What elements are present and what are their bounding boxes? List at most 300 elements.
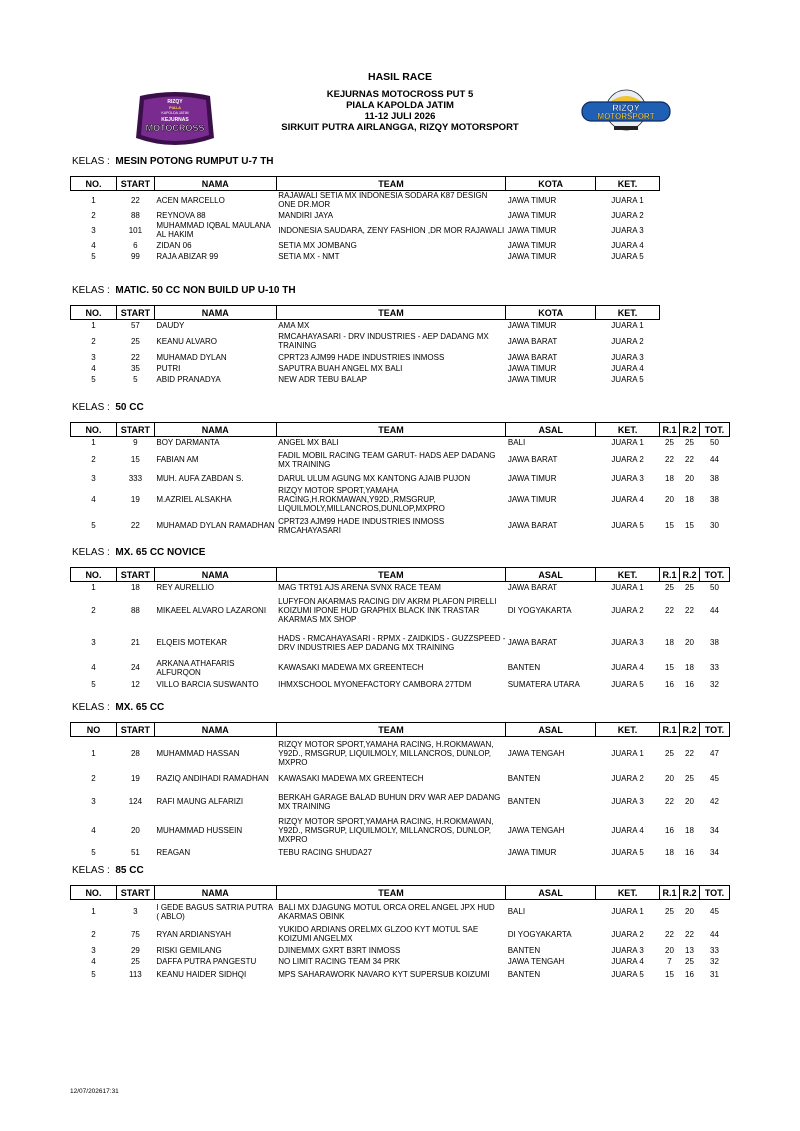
cell-ket: JUARA 2 <box>611 774 644 783</box>
cell-no: 4 <box>91 495 96 504</box>
cell-r2: 22 <box>685 748 694 758</box>
col-header: KET. <box>596 177 660 191</box>
col-header: NAMA <box>154 568 276 582</box>
table-row <box>71 331 660 352</box>
logo-right-text2: MOTORSPORT <box>597 112 655 121</box>
cell-start: 18 <box>130 582 140 592</box>
cell-start: 35 <box>130 363 140 373</box>
cell-tot: 47 <box>710 748 719 758</box>
cell-tot: 44 <box>710 606 719 615</box>
cell-start: 88 <box>130 210 140 220</box>
cell-nama: REAGAN <box>156 848 191 857</box>
cell-asal: BANTEN <box>507 663 541 672</box>
cell-asal: BANTEN <box>507 945 541 955</box>
cell-r1: 16 <box>665 826 674 835</box>
cell-r1: 25 <box>665 437 674 447</box>
cell-ket: JUARA 5 <box>611 521 644 530</box>
cell-asal: JAWA BARAT <box>507 638 558 647</box>
section-50cc <box>70 401 730 537</box>
col-header: TEAM <box>276 177 506 191</box>
cell-nama: DAFFA PUTRA PANGESTU <box>156 956 257 966</box>
cell-start: 19 <box>130 774 140 783</box>
cell-r1: 18 <box>665 638 674 647</box>
cell-nama: MUHAMAD DYLAN <box>156 352 227 362</box>
cell-kota: JAWA TIMUR <box>507 320 557 330</box>
cell-ket: JUARA 1 <box>611 437 644 447</box>
cell-start: 124 <box>128 797 143 806</box>
cell-ket: JUARA 2 <box>611 929 644 939</box>
cell-no: 3 <box>91 797 96 806</box>
cell-team: SETIA MX - NMT <box>278 251 340 261</box>
document-header <box>0 72 800 133</box>
cell-r1: 18 <box>665 848 674 857</box>
cell-r1: 25 <box>665 582 674 592</box>
class-label: KELAS : <box>72 547 110 558</box>
cell-asal: BANTEN <box>507 774 541 783</box>
cell-nama: VILLO BARCIA SUSWANTO <box>156 679 259 689</box>
table-row <box>71 956 730 967</box>
col-header: KOTA <box>506 177 596 191</box>
cell-r1: 15 <box>665 663 674 672</box>
logo-right-text1: RIZQY <box>612 103 640 113</box>
cell-nama: DAUDY <box>156 320 185 330</box>
cell-nama: KEANU HAIDER SIDHQI <box>156 970 247 979</box>
cell-r1: 22 <box>665 606 674 615</box>
table-row <box>71 924 730 945</box>
cell-ket: JUARA 3 <box>611 352 644 362</box>
col-header: R.2 <box>680 886 700 900</box>
cell-team: RAJAWALI SETIA MX INDONESIA SODARA K87 DESIGN ONE DR.MOR <box>278 191 488 210</box>
col-header: TEAM <box>276 568 506 582</box>
cell-r2: 16 <box>685 848 694 857</box>
cell-team: BALI MX DJAGUNG MOTUL ORCA OREL ANGEL JPX HUD AKARMAS OBINK <box>278 902 495 921</box>
cell-team: NO LIMIT RACING TEAM 34 PRK <box>278 956 401 966</box>
cell-asal: JAWA BARAT <box>507 582 558 592</box>
cell-no: 3 <box>91 352 96 362</box>
cell-tot: 32 <box>710 679 719 689</box>
cell-tot: 30 <box>710 521 719 530</box>
col-header: TOT. <box>699 723 729 737</box>
cell-start: 28 <box>130 748 140 758</box>
cell-no: 2 <box>91 455 96 464</box>
cell-start: 99 <box>130 251 140 261</box>
table-row <box>71 593 730 629</box>
cell-nama: REY AURELLIO <box>156 582 215 592</box>
cell-nama: MIKAEEL ALVARO LAZARONI <box>156 606 267 615</box>
cell-start: 75 <box>130 929 140 939</box>
table-row <box>71 448 730 472</box>
cell-nama: ACEN MARCELLO <box>156 195 225 205</box>
cell-tot: 38 <box>710 473 719 483</box>
cell-nama: MUHAMAD DYLAN RAMADHAN <box>156 521 275 530</box>
cell-ket: JUARA 3 <box>611 473 644 483</box>
table-row <box>71 352 660 363</box>
cell-no: 5 <box>91 251 96 261</box>
col-header: NO. <box>71 568 117 582</box>
table-row <box>71 967 730 983</box>
cell-r2: 22 <box>685 929 694 939</box>
cell-nama: M.AZRIEL ALSAKHA <box>156 495 232 504</box>
cell-nama: PUTRI <box>156 363 181 373</box>
cell-tot: 44 <box>710 929 719 939</box>
table-row <box>71 737 730 770</box>
cell-start: 20 <box>130 826 140 835</box>
logo-left-sub: PIALA <box>169 105 181 110</box>
cell-tot: 45 <box>710 907 719 917</box>
cell-r1: 18 <box>665 473 674 483</box>
table-row <box>71 945 730 956</box>
col-header: TEAM <box>276 886 506 900</box>
col-header: START <box>116 568 154 582</box>
cell-ket: JUARA 4 <box>611 826 644 835</box>
cell-ket: JUARA 4 <box>611 956 644 966</box>
cell-asal: SUMATERA UTARA <box>507 679 580 689</box>
cell-team: RIZQY MOTOR SPORT,YAMAHA RACING,H.ROKMAWAN,Y92D.,RMSGRUP, LIQUILMOLY,MILLANCROS,DUNLOP,MXPRO <box>278 486 445 513</box>
cell-team: DJINEMMX GXRT B3RT INMOSS <box>278 945 401 955</box>
cell-r1: 25 <box>665 748 674 758</box>
cell-r2: 20 <box>685 638 694 647</box>
col-header: NAMA <box>154 423 276 437</box>
cell-ket: JUARA 3 <box>611 797 644 806</box>
table-row <box>71 816 730 846</box>
table-header-row <box>71 723 730 737</box>
cell-team: CPRT23 AJM99 HADE INDUSTRIES INMOSS <box>278 352 445 362</box>
cell-no: 2 <box>91 210 96 220</box>
cell-no: 5 <box>91 521 96 530</box>
cell-r2: 20 <box>685 907 694 917</box>
cell-no: 2 <box>91 929 96 939</box>
cell-ket: JUARA 1 <box>611 195 644 205</box>
cell-team: KAWASAKI MADEWA MX GREENTECH <box>278 663 424 672</box>
col-header: NO. <box>71 177 117 191</box>
col-header: R.1 <box>660 886 680 900</box>
cell-tot: 33 <box>710 663 719 672</box>
cell-kota: JAWA TIMUR <box>507 251 557 261</box>
cell-asal: BALI <box>507 437 526 447</box>
cell-team: RIZQY MOTOR SPORT,YAMAHA RACING, H.ROKMAWAN, Y92D., RMSGRUP, LIQUILMOLY, MILLANCROS, DUNLOP, MXPRO <box>278 817 494 844</box>
cell-tot: 42 <box>710 797 719 806</box>
class-heading <box>72 864 730 878</box>
table-row <box>71 629 730 657</box>
cell-asal: JAWA TENGAH <box>507 956 565 966</box>
cell-kota: JAWA TIMUR <box>507 210 557 220</box>
col-header: START <box>116 177 154 191</box>
cell-team: MAG TRT91 AJS ARENA SVNX RACE TEAM <box>278 582 441 592</box>
cell-start: 101 <box>128 225 143 235</box>
cell-nama: RAZIQ ANDIHADI RAMADHAN <box>156 774 269 783</box>
cell-team: BERKAH GARAGE BALAD BUHUN DRV WAR AEP DADANG MX TRAINING <box>278 792 501 811</box>
cell-nama: MUHAMMAD HUSSEIN <box>156 826 243 835</box>
cell-r2: 22 <box>685 455 694 464</box>
cell-team: INDONESIA SAUDARA, ZENY FASHION ,DR MOR RAJAWALI <box>278 225 505 235</box>
cell-kota: JAWA BARAT <box>507 336 558 346</box>
cell-start: 15 <box>130 455 140 464</box>
table-row <box>71 679 730 690</box>
cell-nama: I GEDE BAGUS SATRIA PUTRA ( ABLO) <box>156 902 273 921</box>
table-row <box>71 221 660 240</box>
col-header: KET. <box>596 423 660 437</box>
cell-tot: 38 <box>710 495 719 504</box>
cell-kota: JAWA TIMUR <box>507 363 557 373</box>
cell-start: 22 <box>130 352 140 362</box>
cell-r1: 15 <box>665 521 674 530</box>
col-header: START <box>116 886 154 900</box>
class-label: KELAS : <box>72 285 110 296</box>
cell-ket: JUARA 4 <box>611 363 644 373</box>
print-timestamp: 12/07/202617:31 <box>70 1088 119 1095</box>
cell-r2: 22 <box>685 606 694 615</box>
table-row <box>71 657 730 679</box>
cell-tot: 31 <box>710 970 719 979</box>
cell-nama: RAFI MAUNG ALFARIZI <box>156 797 244 806</box>
class-name: MX. 65 CC NOVICE <box>115 547 206 558</box>
event-name: KEJURNAS MOTOCROSS PUT 5 <box>326 89 474 100</box>
cell-nama: MUHAMMAD HASSAN <box>156 748 240 758</box>
cell-r1: 25 <box>665 907 674 917</box>
class-label: KELAS : <box>72 865 110 876</box>
cell-r2: 20 <box>685 797 694 806</box>
cell-no: 3 <box>91 473 96 483</box>
cell-no: 2 <box>91 336 96 346</box>
cell-asal: JAWA BARAT <box>507 455 558 464</box>
cell-tot: 34 <box>710 848 719 857</box>
cell-team: DARUL ULUM AGUNG MX KANTONG AJAIB PUJON <box>278 473 471 483</box>
cell-no: 5 <box>91 679 96 689</box>
cell-r2: 25 <box>685 437 694 447</box>
col-header: START <box>116 423 154 437</box>
table-header-row <box>71 886 730 900</box>
cell-tot: 44 <box>710 455 719 464</box>
cell-nama: ARKANA ATHAFARIS ALFURQON <box>156 658 235 677</box>
cell-start: 22 <box>130 195 140 205</box>
cell-ket: JUARA 5 <box>611 679 644 689</box>
table-header-row <box>71 177 660 191</box>
col-header: TOT. <box>699 568 729 582</box>
cell-asal: JAWA TENGAH <box>507 748 565 758</box>
cell-asal: DI YOGYAKARTA <box>507 929 572 939</box>
table-header-row <box>71 568 730 582</box>
cell-start: 24 <box>130 663 140 672</box>
cell-no: 3 <box>91 945 96 955</box>
cell-kota: JAWA TIMUR <box>507 195 557 205</box>
cell-start: 6 <box>133 240 138 250</box>
cell-team: NEW ADR TEBU BALAP <box>278 374 367 384</box>
rizqy-motorsport-logo <box>578 88 674 136</box>
cell-start: 21 <box>130 638 140 647</box>
cell-r1: 16 <box>665 679 674 689</box>
cell-start: 333 <box>128 473 143 483</box>
cell-no: 4 <box>91 363 96 373</box>
table-row <box>71 210 660 221</box>
cell-no: 3 <box>91 225 96 235</box>
table-row <box>71 437 730 448</box>
cell-no: 4 <box>91 956 96 966</box>
table-row <box>71 900 730 924</box>
section-65cc <box>70 701 730 860</box>
cell-r2: 15 <box>685 521 694 530</box>
logo-left-sub2: KAPOLDA JATIM <box>161 111 189 115</box>
col-header: NO. <box>71 423 117 437</box>
cell-r2: 20 <box>685 473 694 483</box>
cell-start: 29 <box>130 945 140 955</box>
cell-r2: 16 <box>685 970 694 979</box>
cell-team: MANDIRI JAYA <box>278 210 334 220</box>
cell-nama: BOY DARMANTA <box>156 437 220 447</box>
cell-start: 12 <box>130 679 140 689</box>
results-table <box>70 885 730 983</box>
cell-no: 4 <box>91 240 96 250</box>
cell-asal: JAWA TIMUR <box>507 495 557 504</box>
col-header: NAMA <box>154 177 276 191</box>
table-row <box>71 485 730 515</box>
cell-tot: 38 <box>710 638 719 647</box>
kejurnas-motocross-logo <box>132 90 218 150</box>
cell-start: 22 <box>130 521 140 530</box>
cell-team: IHMXSCHOOL MYONEFACTORY CAMBORA 27TDM <box>278 679 472 689</box>
class-heading <box>72 401 730 415</box>
cell-asal: BANTEN <box>507 797 541 806</box>
col-header: KET. <box>596 886 660 900</box>
cell-no: 1 <box>91 437 96 447</box>
cell-team: KAWASAKI MADEWA MX GREENTECH <box>278 774 424 783</box>
cell-tot: 50 <box>710 582 719 592</box>
cell-team: HADS - RMCAHAYASARI - RPMX - ZAIDKIDS - GUZZSPEED - DRV INDUSTRIES AEP DADANG MX TRAINING <box>278 633 506 652</box>
col-header: NO. <box>71 886 117 900</box>
cell-nama: FABIAN AM <box>156 455 199 464</box>
col-header: KET. <box>596 306 660 320</box>
cell-kota: JAWA BARAT <box>507 352 558 362</box>
cell-nama: RAJA ABIZAR 99 <box>156 251 219 261</box>
event-cup: PIALA KAPOLDA JATIM <box>346 100 454 111</box>
cell-no: 5 <box>91 848 96 857</box>
cell-ket: JUARA 1 <box>611 320 644 330</box>
cell-nama: ELQEIS MOTEKAR <box>156 638 228 647</box>
cell-ket: JUARA 5 <box>611 374 644 384</box>
cell-start: 9 <box>133 437 138 447</box>
table-row <box>71 374 660 385</box>
cell-no: 1 <box>91 907 96 917</box>
cell-start: 51 <box>130 848 140 857</box>
cell-r1: 22 <box>665 929 674 939</box>
col-header: NO <box>71 723 117 737</box>
cell-r1: 15 <box>665 970 674 979</box>
col-header: NAMA <box>154 723 276 737</box>
cell-r1: 20 <box>665 945 674 955</box>
cell-ket: JUARA 4 <box>611 663 644 672</box>
table-header-row <box>71 306 660 320</box>
cell-tot: 33 <box>710 945 719 955</box>
col-header: NAMA <box>154 306 276 320</box>
cell-r2: 18 <box>685 826 694 835</box>
table-row <box>71 320 660 331</box>
table-row <box>71 788 730 816</box>
cell-r1: 7 <box>667 956 672 966</box>
cell-start: 3 <box>133 907 138 917</box>
col-header: R.2 <box>679 723 699 737</box>
table-row <box>71 846 730 860</box>
cell-team: AMA MX <box>278 320 310 330</box>
cell-ket: JUARA 3 <box>611 945 644 955</box>
logo-left-top: RIZQY <box>167 99 183 105</box>
cell-kota: JAWA TIMUR <box>507 225 557 235</box>
cell-nama: MUH. AUFA ZABDAN S. <box>156 473 244 483</box>
logo-left-main1: KEJURNAS <box>161 117 189 123</box>
cell-start: 19 <box>130 495 140 504</box>
cell-nama: ABID PRANADYA <box>156 374 221 384</box>
col-header: START <box>116 723 154 737</box>
cell-team: RIZQY MOTOR SPORT,YAMAHA RACING, H.ROKMAWAN, Y92D., RMSGRUP, LIQUILMOLY, MILLANCROS, DUNLOP, MXPRO <box>278 739 494 767</box>
cell-no: 4 <box>91 663 96 672</box>
cell-team: MPS SAHARAWORK NAVARO KYT SUPERSUB KOIZUMI <box>278 970 490 979</box>
cell-team: SAPUTRA BUAH ANGEL MX BALI <box>278 363 403 373</box>
class-label: KELAS : <box>72 402 110 413</box>
cell-ket: JUARA 3 <box>611 638 644 647</box>
cell-no: 3 <box>91 638 96 647</box>
col-header: TEAM <box>276 423 506 437</box>
table-row <box>71 582 730 593</box>
class-heading <box>72 284 730 298</box>
cell-nama: REYNOVA 88 <box>156 210 206 220</box>
cell-r2: 13 <box>685 945 694 955</box>
cell-no: 5 <box>91 374 96 384</box>
cell-asal: BANTEN <box>507 970 541 979</box>
col-header: R.2 <box>679 568 699 582</box>
col-header: START <box>116 306 154 320</box>
class-name: 85 CC <box>115 865 144 876</box>
cell-team: TEBU RACING SHUDA27 <box>278 848 372 857</box>
cell-r2: 16 <box>685 679 694 689</box>
cell-ket: JUARA 2 <box>611 336 644 346</box>
cell-start: 57 <box>130 320 140 330</box>
cell-ket: JUARA 5 <box>611 848 644 857</box>
cell-no: 2 <box>91 606 96 615</box>
cell-ket: JUARA 2 <box>611 455 644 464</box>
col-header: TOT. <box>699 423 729 437</box>
cell-team: LUFYFON AKARMAS RACING DIV AKRM PLAFON PIRELLI KOIZUMI IPONE HUD GRAPHIX BLACK INK TRASTAR AKARMAS MX SHOP <box>278 597 497 624</box>
col-header: R.2 <box>679 423 699 437</box>
cell-team: RMCAHAYASARI - DRV INDUSTRIES - AEP DADANG MX TRAINING <box>278 332 489 350</box>
class-name: 50 CC <box>115 402 144 413</box>
col-header: R.1 <box>660 423 680 437</box>
cell-r1: 22 <box>665 455 674 464</box>
table-row <box>71 240 660 251</box>
col-header: TOT. <box>699 886 729 900</box>
cell-no: 1 <box>91 195 96 205</box>
col-header: NAMA <box>154 886 276 900</box>
col-header: R.1 <box>660 723 680 737</box>
cell-team: YUKIDO ARDIANS ORELMX GLZOO KYT MOTUL SAE KOIZUMI ANGELMX <box>278 925 479 943</box>
table-header-row <box>71 423 730 437</box>
table-row <box>71 363 660 374</box>
table-row <box>71 191 660 210</box>
cell-asal: DI YOGYAKARTA <box>507 606 572 615</box>
section-85cc <box>70 864 730 983</box>
section-matic-50 <box>70 284 730 385</box>
cell-tot: 45 <box>710 774 719 783</box>
logo-left-main2: MOTOCROSS <box>145 123 205 133</box>
class-name: MX. 65 CC <box>115 702 165 713</box>
cell-r2: 25 <box>685 774 694 783</box>
cell-r2: 25 <box>685 582 694 592</box>
cell-r1: 22 <box>665 797 674 806</box>
cell-start: 113 <box>129 970 142 979</box>
cell-r2: 18 <box>685 495 694 504</box>
cell-asal: BALI <box>507 907 526 917</box>
results-table <box>70 567 730 690</box>
cell-ket: JUARA 4 <box>611 495 644 504</box>
class-name: MESIN POTONG RUMPUT U-7 TH <box>115 156 274 167</box>
results-table <box>70 422 730 537</box>
